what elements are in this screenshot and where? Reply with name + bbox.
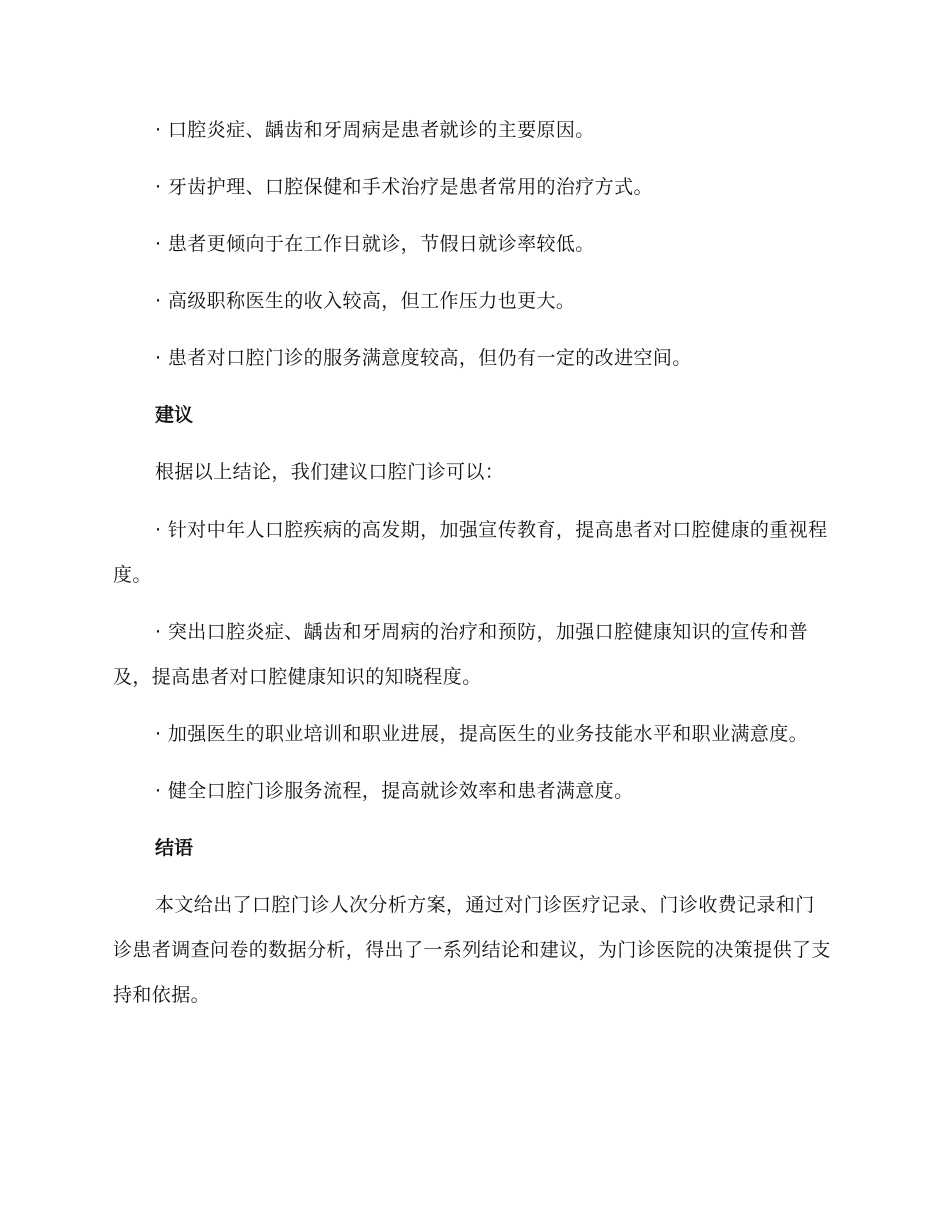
suggestions-heading: 建议 <box>155 404 194 426</box>
conclusion-item-2: · 牙齿护理、口腔保健和手术治疗是患者常用的治疗方式。 <box>155 176 653 198</box>
suggestions-intro: 根据以上结论，我们建议口腔门诊可以： <box>155 461 505 483</box>
suggestion-item-4: · 健全口腔门诊服务流程，提高就诊效率和患者满意度。 <box>155 780 634 802</box>
conclusion-item-4: · 高级职称医生的收入较高，但工作压力也更大。 <box>155 290 576 312</box>
document-body <box>113 108 833 1031</box>
suggestion-item-1: · 针对中年人口腔疾病的高发期，加强宣传教育，提高患者对口腔健康的重视程度。 <box>113 519 828 586</box>
conclusion-item-3: · 患者更倾向于在工作日就诊，节假日就诊率较低。 <box>155 233 595 255</box>
closing-paragraph: 本文给出了口腔门诊人次分析方案，通过对门诊医疗记录、门诊收费记录和门诊患者调查问卷的数据分析，得出了一系列结论和建议，为门诊医院的决策提供了支持和依据。 <box>113 894 831 1006</box>
conclusion-item-1: · 口腔炎症、龋齿和牙周病是患者就诊的主要原因。 <box>155 119 595 141</box>
closing-heading: 结语 <box>155 837 194 859</box>
conclusion-item-5: · 患者对口腔门诊的服务满意度较高，但仍有一定的改进空间。 <box>155 347 692 369</box>
suggestion-item-2: · 突出口腔炎症、龋齿和牙周病的治疗和预防，加强口腔健康知识的宣传和普及，提高患者对口腔健康知识的知晓程度。 <box>113 621 809 688</box>
suggestion-item-3: · 加强医生的职业培训和职业进展，提高医生的业务技能水平和职业满意度。 <box>155 723 809 745</box>
